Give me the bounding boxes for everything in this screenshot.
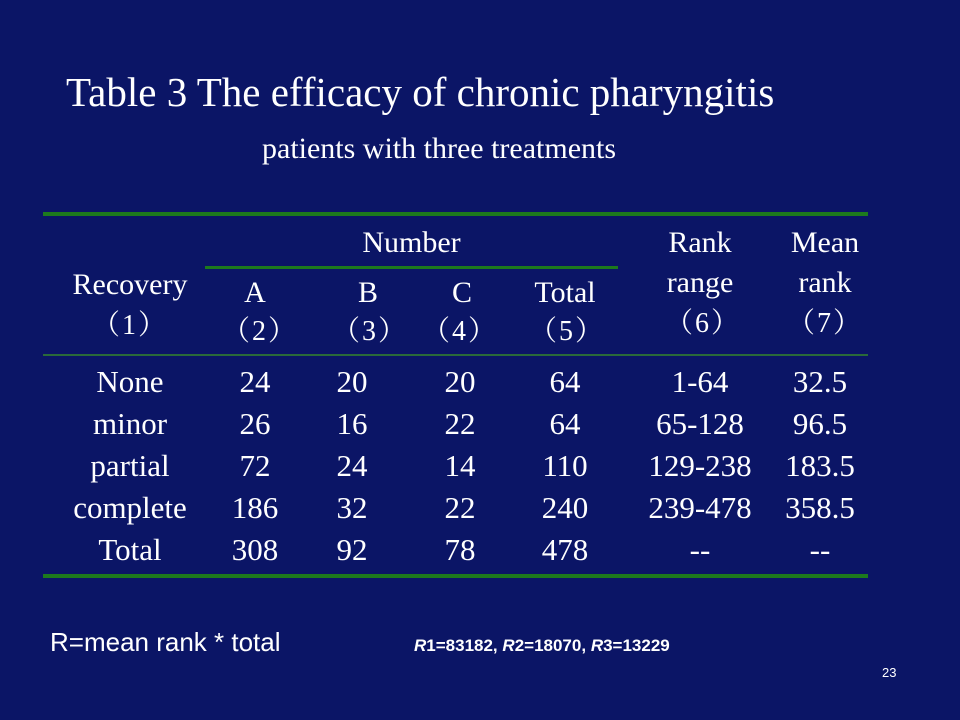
r2-value: 2=18070,: [514, 636, 587, 655]
r1-label: R: [414, 636, 427, 655]
cell-mean-rank: --: [809, 532, 831, 567]
cell-recovery: minor: [92, 406, 168, 441]
r3-label: R: [590, 636, 604, 655]
slide-title: Table 3 The efficacy of chronic pharyngitis: [66, 69, 775, 115]
cell-b: 20: [336, 364, 368, 399]
header-a-num: （2）: [221, 316, 298, 347]
cell-a: 186: [231, 490, 279, 525]
page-number: 23: [882, 665, 897, 680]
r3-value: 3=13229: [603, 636, 670, 655]
cell-rank-range: 129-238: [648, 448, 752, 483]
cell-mean-rank: 32.5: [792, 364, 848, 399]
header-mean-rank-line1: Mean: [790, 226, 860, 259]
formula-note: R=mean rank * total: [50, 627, 281, 657]
header-total: Total: [534, 276, 596, 309]
cell-c: 78: [444, 532, 476, 567]
header-recovery-num: （1）: [91, 310, 168, 341]
header-number-group: Number: [362, 226, 461, 259]
cell-total: 240: [541, 490, 589, 525]
table-bottom-rule: [43, 574, 868, 578]
cell-mean-rank: 96.5: [792, 406, 848, 441]
header-b: B: [357, 276, 378, 309]
rank-sums: [414, 636, 670, 656]
r1-value: 1=83182,: [426, 636, 498, 655]
cell-a: 308: [231, 532, 279, 567]
r2-label: R: [502, 636, 515, 655]
cell-c: 22: [444, 406, 476, 441]
number-group-rule: [205, 266, 618, 269]
slide-subtitle: patients with three treatments: [262, 132, 617, 165]
cell-rank-range: 65-128: [656, 406, 744, 441]
cell-a: 72: [239, 448, 271, 483]
header-mean-rank-num: （7）: [786, 308, 863, 339]
cell-a: 24: [239, 364, 271, 399]
cell-b: 92: [336, 532, 368, 567]
cell-rank-range: --: [689, 532, 711, 567]
header-mean-rank-line2: rank: [798, 266, 852, 299]
cell-mean-rank: 358.5: [785, 490, 855, 525]
table-top-rule: [43, 212, 868, 216]
header-bottom-rule: [43, 354, 868, 356]
cell-total: 478: [541, 532, 589, 567]
cell-total: 110: [542, 448, 588, 483]
cell-recovery: Total: [98, 532, 162, 567]
cell-mean-rank: 183.5: [785, 448, 855, 483]
header-rank-range-line1: Rank: [668, 226, 732, 259]
cell-b: 32: [336, 490, 368, 525]
cell-c: 14: [444, 448, 476, 483]
header-total-num: （5）: [528, 316, 605, 347]
cell-recovery: None: [96, 364, 164, 399]
header-b-num: （3）: [331, 316, 408, 347]
header-recovery: Recovery: [72, 268, 188, 301]
header-c: C: [451, 276, 472, 309]
header-a: A: [244, 276, 266, 309]
cell-rank-range: 239-478: [648, 490, 752, 525]
cell-b: 16: [336, 406, 368, 441]
cell-recovery: complete: [73, 490, 187, 525]
cell-rank-range: 1-64: [671, 364, 729, 399]
cell-total: 64: [549, 364, 581, 399]
header-rank-range-line2: range: [666, 266, 734, 299]
cell-b: 24: [336, 448, 368, 483]
cell-a: 26: [239, 406, 271, 441]
header-rank-range-num: （6）: [664, 308, 741, 339]
cell-recovery: partial: [90, 448, 170, 483]
cell-total: 64: [549, 406, 581, 441]
cell-c: 20: [444, 364, 476, 399]
header-c-num: （4）: [421, 316, 498, 347]
cell-c: 22: [444, 490, 476, 525]
